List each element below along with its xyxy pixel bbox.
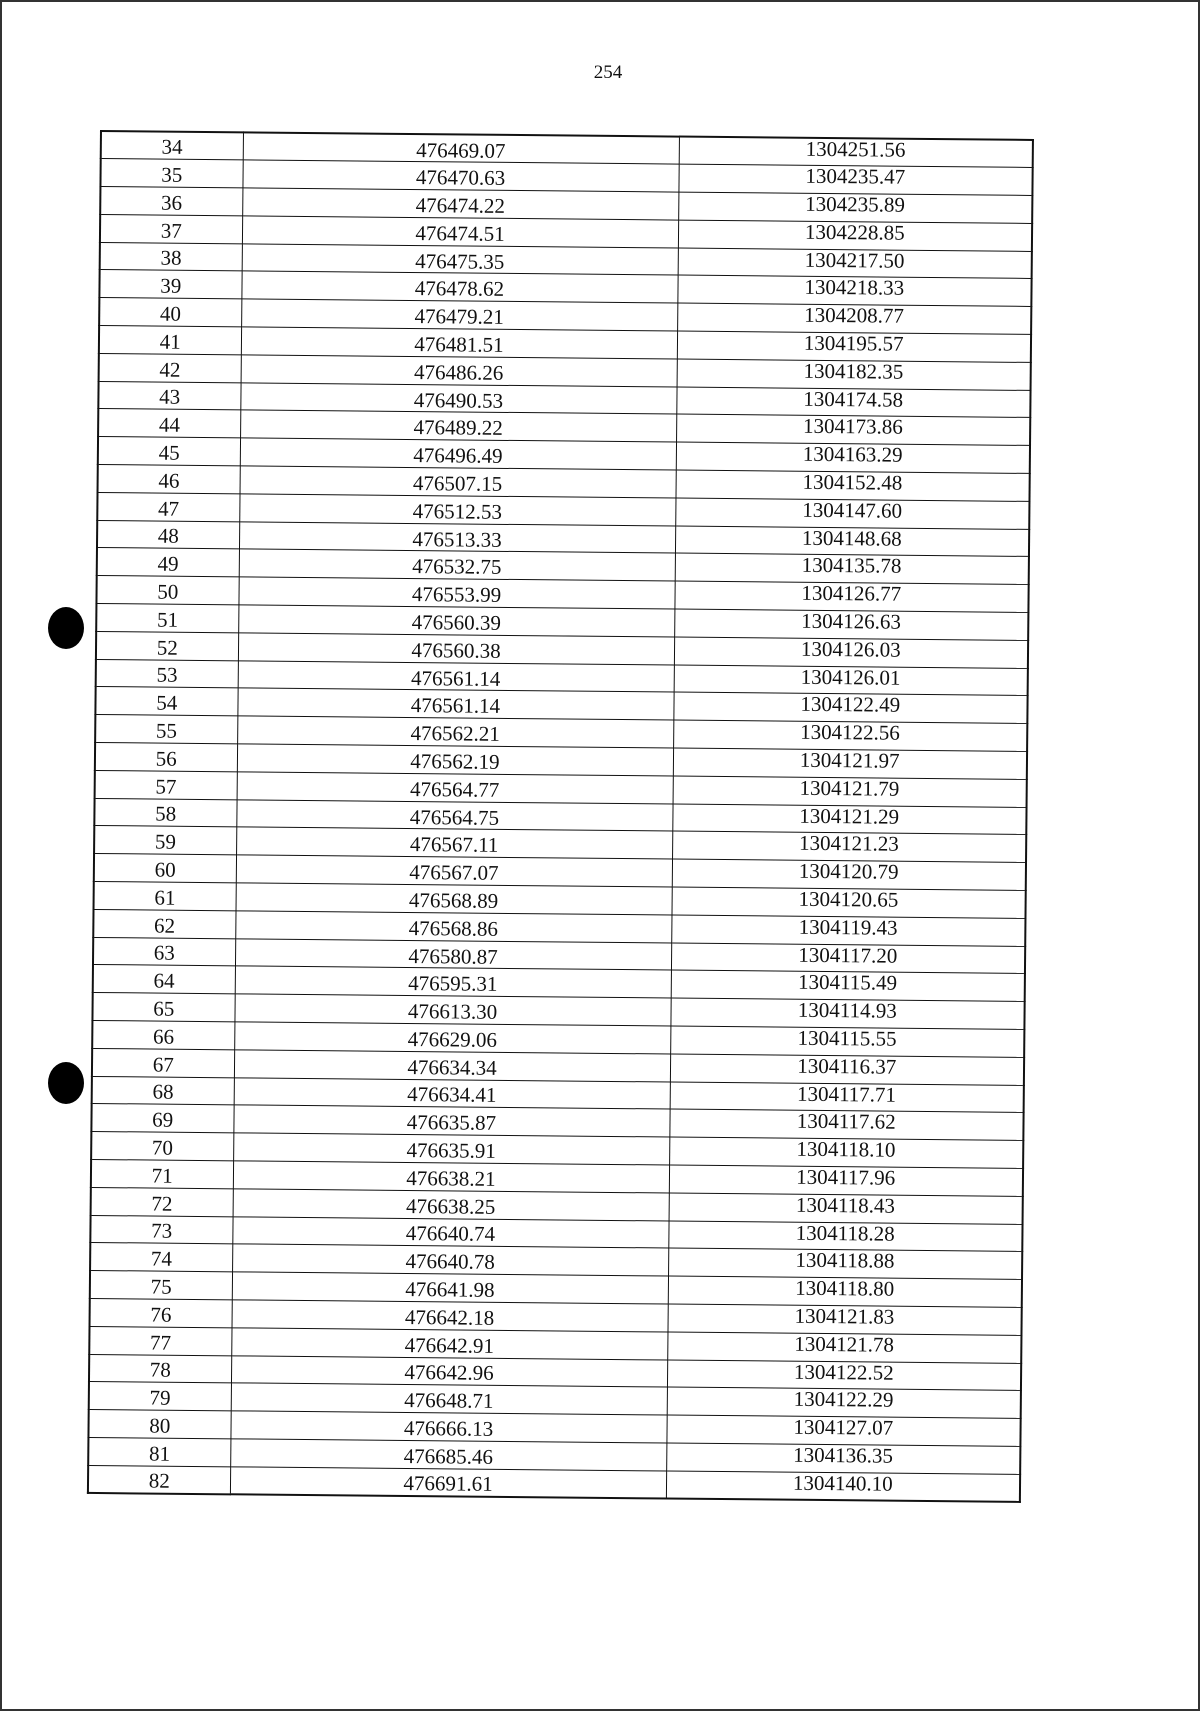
y-coordinate-cell: 1304173.86 xyxy=(676,415,1030,446)
x-coordinate-cell: 476640.74 xyxy=(232,1216,668,1248)
x-coordinate-cell: 476685.46 xyxy=(230,1439,666,1471)
y-coordinate-cell: 1304122.52 xyxy=(667,1360,1021,1391)
x-coordinate-cell: 476475.35 xyxy=(242,244,678,276)
y-coordinate-cell: 1304251.56 xyxy=(679,137,1033,168)
point-number-cell: 51 xyxy=(96,604,238,633)
point-number-cell: 70 xyxy=(91,1132,233,1161)
x-coordinate-cell: 476474.22 xyxy=(242,188,678,220)
point-number-cell: 60 xyxy=(94,854,236,883)
point-number-cell: 78 xyxy=(89,1354,231,1383)
point-number-cell: 39 xyxy=(99,270,241,299)
x-coordinate-cell: 476560.38 xyxy=(238,633,674,665)
y-coordinate-cell: 1304126.01 xyxy=(674,665,1028,696)
y-coordinate-cell: 1304121.78 xyxy=(667,1332,1021,1363)
y-coordinate-cell: 1304120.79 xyxy=(672,859,1026,890)
punch-hole xyxy=(48,607,84,649)
y-coordinate-cell: 1304147.60 xyxy=(675,498,1029,529)
y-coordinate-cell: 1304117.20 xyxy=(671,943,1025,974)
x-coordinate-cell: 476613.30 xyxy=(234,994,670,1026)
x-coordinate-cell: 476470.63 xyxy=(242,160,678,192)
x-coordinate-cell: 476496.49 xyxy=(240,438,676,470)
point-number-cell: 50 xyxy=(96,576,238,605)
y-coordinate-cell: 1304118.10 xyxy=(669,1137,1023,1168)
point-number-cell: 82 xyxy=(88,1465,230,1494)
y-coordinate-cell: 1304118.43 xyxy=(669,1193,1023,1224)
x-coordinate-cell: 476640.78 xyxy=(232,1244,668,1276)
x-coordinate-cell: 476580.87 xyxy=(235,938,671,970)
point-number-cell: 63 xyxy=(93,937,235,966)
x-coordinate-cell: 476641.98 xyxy=(232,1272,668,1304)
point-number-cell: 40 xyxy=(99,298,241,327)
point-number-cell: 56 xyxy=(95,743,237,772)
y-coordinate-cell: 1304117.96 xyxy=(669,1165,1023,1196)
y-coordinate-cell: 1304148.68 xyxy=(675,526,1029,557)
coordinate-table xyxy=(87,130,1034,1503)
y-coordinate-cell: 1304119.43 xyxy=(671,915,1025,946)
x-coordinate-cell: 476490.53 xyxy=(240,383,676,415)
point-number-cell: 55 xyxy=(95,715,237,744)
x-coordinate-cell: 476648.71 xyxy=(231,1383,667,1415)
y-coordinate-cell: 1304136.35 xyxy=(666,1443,1020,1474)
y-coordinate-cell: 1304217.50 xyxy=(678,248,1032,279)
point-number-cell: 66 xyxy=(92,1020,234,1049)
x-coordinate-cell: 476635.87 xyxy=(233,1105,669,1137)
point-number-cell: 44 xyxy=(98,409,240,438)
x-coordinate-cell: 476634.34 xyxy=(234,1050,670,1082)
x-coordinate-cell: 476568.89 xyxy=(236,883,672,915)
x-coordinate-cell: 476595.31 xyxy=(235,966,671,998)
point-number-cell: 43 xyxy=(98,381,240,410)
point-number-cell: 58 xyxy=(94,798,236,827)
x-coordinate-cell: 476564.77 xyxy=(237,772,673,804)
y-coordinate-cell: 1304135.78 xyxy=(675,553,1029,584)
x-coordinate-cell: 476691.61 xyxy=(230,1467,666,1499)
point-number-cell: 45 xyxy=(98,437,240,466)
x-coordinate-cell: 476478.62 xyxy=(241,271,677,303)
y-coordinate-cell: 1304121.79 xyxy=(673,776,1027,807)
point-number-cell: 77 xyxy=(89,1326,231,1355)
y-coordinate-cell: 1304163.29 xyxy=(676,442,1030,473)
y-coordinate-cell: 1304140.10 xyxy=(666,1471,1020,1502)
y-coordinate-cell: 1304118.28 xyxy=(668,1221,1022,1252)
y-coordinate-cell: 1304195.57 xyxy=(677,331,1031,362)
point-number-cell: 41 xyxy=(99,326,241,355)
x-coordinate-cell: 476469.07 xyxy=(243,132,679,164)
point-number-cell: 71 xyxy=(91,1159,233,1188)
point-number-cell: 61 xyxy=(94,881,236,910)
y-coordinate-cell: 1304228.85 xyxy=(678,220,1032,251)
point-number-cell: 72 xyxy=(91,1187,233,1216)
point-number-cell: 79 xyxy=(89,1382,231,1411)
y-coordinate-cell: 1304122.56 xyxy=(673,720,1027,751)
x-coordinate-cell: 476634.41 xyxy=(234,1077,670,1109)
x-coordinate-cell: 476642.18 xyxy=(232,1300,668,1332)
x-coordinate-cell: 476532.75 xyxy=(239,549,675,581)
y-coordinate-cell: 1304121.97 xyxy=(673,748,1027,779)
point-number-cell: 47 xyxy=(97,492,239,521)
y-coordinate-cell: 1304126.63 xyxy=(674,609,1028,640)
point-number-cell: 35 xyxy=(100,159,242,188)
point-number-cell: 59 xyxy=(94,826,236,855)
point-number-cell: 68 xyxy=(92,1076,234,1105)
x-coordinate-cell: 476638.21 xyxy=(233,1161,669,1193)
x-coordinate-cell: 476512.53 xyxy=(239,494,675,526)
x-coordinate-cell: 476642.96 xyxy=(231,1355,667,1387)
point-number-cell: 54 xyxy=(95,687,237,716)
y-coordinate-cell: 1304182.35 xyxy=(677,359,1031,390)
x-coordinate-cell: 476666.13 xyxy=(230,1411,666,1443)
y-coordinate-cell: 1304122.29 xyxy=(667,1387,1021,1418)
x-coordinate-cell: 476553.99 xyxy=(238,577,674,609)
page-number: 254 xyxy=(593,62,623,83)
y-coordinate-cell: 1304122.49 xyxy=(673,692,1027,723)
point-number-cell: 49 xyxy=(97,548,239,577)
x-coordinate-cell: 476507.15 xyxy=(240,466,676,498)
x-coordinate-cell: 476629.06 xyxy=(234,1022,670,1054)
x-coordinate-cell: 476568.86 xyxy=(235,911,671,943)
point-number-cell: 73 xyxy=(90,1215,232,1244)
y-coordinate-cell: 1304118.88 xyxy=(668,1248,1022,1279)
y-coordinate-cell: 1304218.33 xyxy=(677,276,1031,307)
coordinate-table-body xyxy=(88,131,1033,1502)
y-coordinate-cell: 1304120.65 xyxy=(671,887,1025,918)
x-coordinate-cell: 476635.91 xyxy=(233,1133,669,1165)
punch-hole xyxy=(48,1062,84,1104)
x-coordinate-cell: 476567.07 xyxy=(236,855,672,887)
point-number-cell: 76 xyxy=(90,1298,232,1327)
y-coordinate-cell: 1304115.55 xyxy=(670,1026,1024,1057)
point-number-cell: 42 xyxy=(99,353,241,382)
point-number-cell: 64 xyxy=(93,965,235,994)
point-number-cell: 48 xyxy=(97,520,239,549)
x-coordinate-cell: 476562.21 xyxy=(237,716,673,748)
point-number-cell: 46 xyxy=(98,465,240,494)
y-coordinate-cell: 1304208.77 xyxy=(677,303,1031,334)
x-coordinate-cell: 476564.75 xyxy=(236,799,672,831)
point-number-cell: 81 xyxy=(88,1437,230,1466)
x-coordinate-cell: 476474.51 xyxy=(242,216,678,248)
y-coordinate-cell: 1304115.49 xyxy=(671,970,1025,1001)
y-coordinate-cell: 1304121.83 xyxy=(667,1304,1021,1335)
x-coordinate-cell: 476561.14 xyxy=(238,660,674,692)
coordinate-table-wrapper xyxy=(87,130,1034,1503)
y-coordinate-cell: 1304126.03 xyxy=(674,637,1028,668)
point-number-cell: 37 xyxy=(100,214,242,243)
x-coordinate-cell: 476642.91 xyxy=(231,1328,667,1360)
x-coordinate-cell: 476479.21 xyxy=(241,299,677,331)
y-coordinate-cell: 1304235.89 xyxy=(678,192,1032,223)
y-coordinate-cell: 1304114.93 xyxy=(670,998,1024,1029)
y-coordinate-cell: 1304117.71 xyxy=(670,1082,1024,1113)
y-coordinate-cell: 1304127.07 xyxy=(666,1415,1020,1446)
point-number-cell: 57 xyxy=(95,770,237,799)
y-coordinate-cell: 1304116.37 xyxy=(670,1054,1024,1085)
x-coordinate-cell: 476561.14 xyxy=(237,688,673,720)
point-number-cell: 65 xyxy=(92,993,234,1022)
x-coordinate-cell: 476489.22 xyxy=(240,410,676,442)
y-coordinate-cell: 1304121.29 xyxy=(672,804,1026,835)
x-coordinate-cell: 476567.11 xyxy=(236,827,672,859)
x-coordinate-cell: 476562.19 xyxy=(237,744,673,776)
y-coordinate-cell: 1304121.23 xyxy=(672,831,1026,862)
point-number-cell: 36 xyxy=(100,187,242,216)
point-number-cell: 67 xyxy=(92,1048,234,1077)
point-number-cell: 34 xyxy=(101,131,243,160)
point-number-cell: 80 xyxy=(88,1410,230,1439)
x-coordinate-cell: 476481.51 xyxy=(241,327,677,359)
point-number-cell: 69 xyxy=(91,1104,233,1133)
y-coordinate-cell: 1304126.77 xyxy=(674,581,1028,612)
y-coordinate-cell: 1304117.62 xyxy=(669,1109,1023,1140)
x-coordinate-cell: 476513.33 xyxy=(239,522,675,554)
y-coordinate-cell: 1304235.47 xyxy=(678,164,1032,195)
x-coordinate-cell: 476486.26 xyxy=(241,355,677,387)
point-number-cell: 74 xyxy=(90,1243,232,1272)
x-coordinate-cell: 476638.25 xyxy=(233,1189,669,1221)
x-coordinate-cell: 476560.39 xyxy=(238,605,674,637)
point-number-cell: 62 xyxy=(93,909,235,938)
point-number-cell: 75 xyxy=(90,1271,232,1300)
point-number-cell: 38 xyxy=(100,242,242,271)
y-coordinate-cell: 1304152.48 xyxy=(675,470,1029,501)
point-number-cell: 53 xyxy=(96,659,238,688)
y-coordinate-cell: 1304174.58 xyxy=(676,387,1030,418)
point-number-cell: 52 xyxy=(96,631,238,660)
y-coordinate-cell: 1304118.80 xyxy=(668,1276,1022,1307)
